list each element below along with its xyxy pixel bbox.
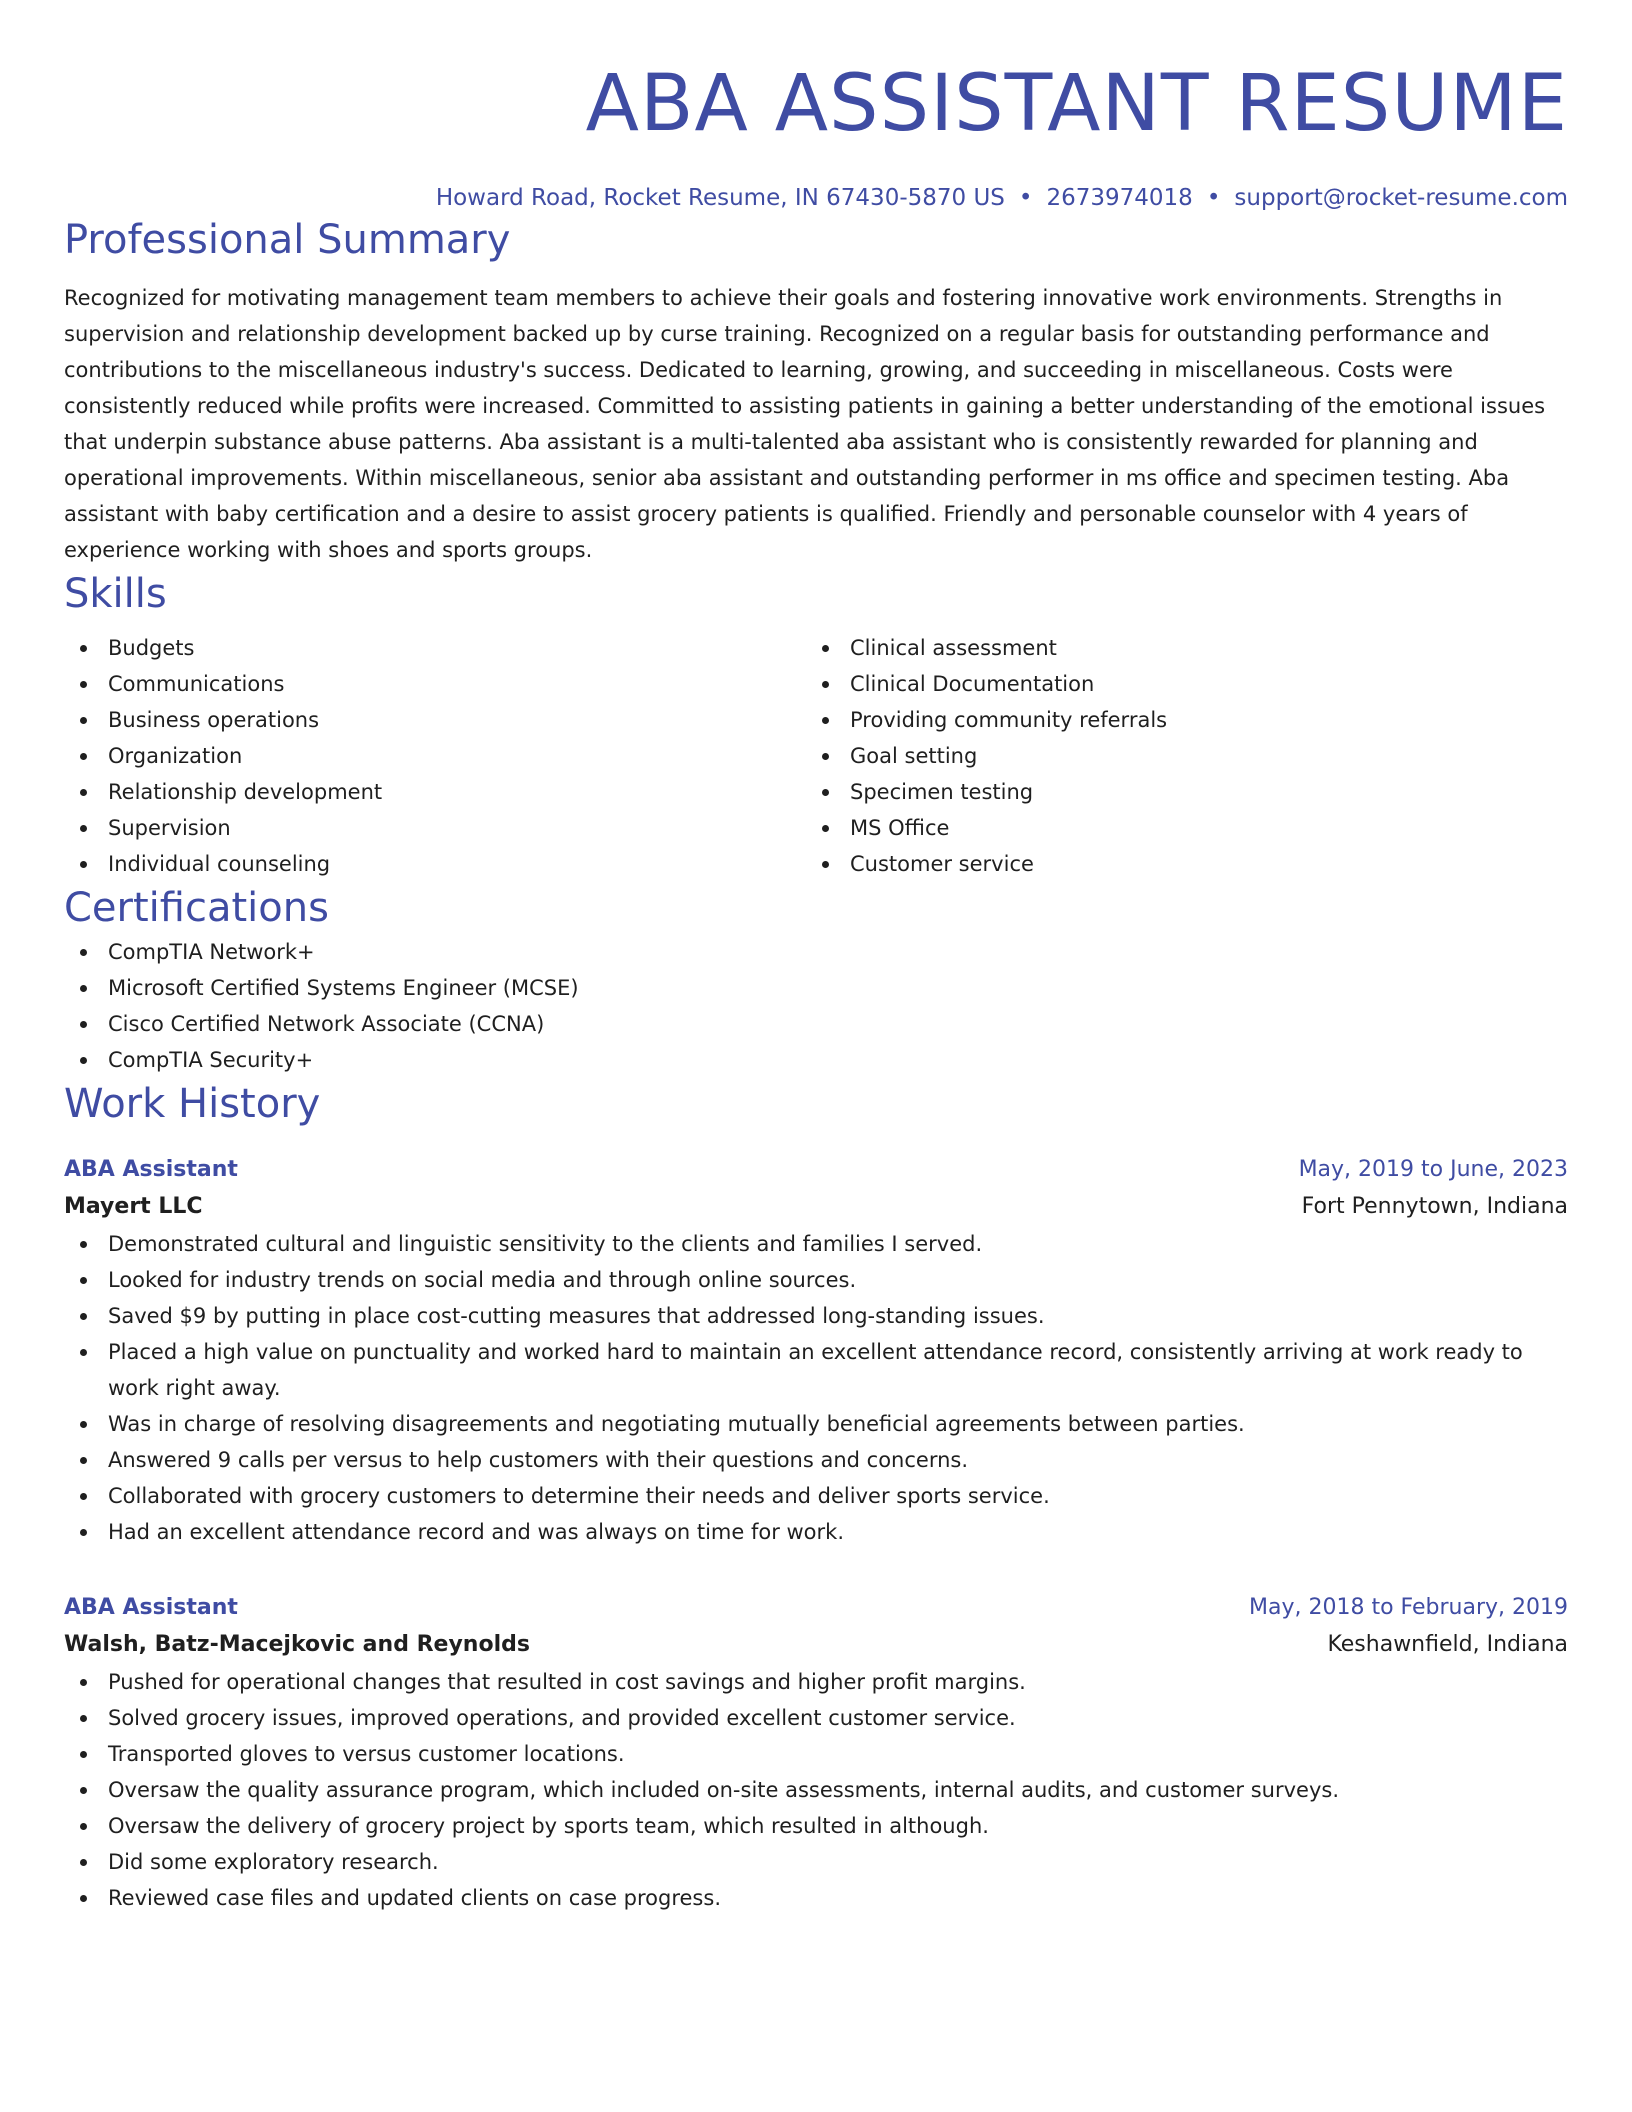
resume-title: ABA ASSISTANT RESUME [585, 59, 1568, 149]
skill-item: Customer service [806, 846, 1548, 882]
skill-item: Relationship development [64, 774, 806, 810]
job-duty: Reviewed case files and updated clients on case progress. [64, 1880, 1568, 1916]
certification-item: CompTIA Security+ [64, 1042, 1568, 1078]
job-duty: Pushed for operational changes that resulted in cost savings and higher profit margins. [64, 1664, 1568, 1700]
resume-page [64, 0, 1568, 1916]
job-duty: Looked for industry trends on social media and through online sources. [64, 1262, 1568, 1298]
skill-item: Budgets [64, 630, 806, 666]
certifications-list [64, 934, 1568, 1078]
skill-item: Communications [64, 666, 806, 702]
job-duty: Oversaw the delivery of grocery project by sports team, which resulted in although. [64, 1808, 1568, 1844]
contact-address: Howard Road, Rocket Resume, IN 67430-5870 US [435, 185, 1005, 211]
skill-item: Business operations [64, 702, 806, 738]
job-dates: May, 2018 to February, 2019 [1249, 1595, 1568, 1620]
certification-item: Microsoft Certified Systems Engineer (MCSE) [64, 970, 1568, 1006]
job-entry [64, 1152, 1568, 1550]
job-duty: Saved $9 by putting in place cost-cutting measures that addressed long-standing issues. [64, 1298, 1568, 1334]
job-duty: Transported gloves to versus customer locations. [64, 1736, 1568, 1772]
certifications-heading: Certifications [64, 885, 329, 931]
summary-text: Recognized for motivating management team members to achieve their goals and fostering innovative work environments. Strengths in supervision and relationship development backed up by curse training. Recognized on a regular basis for outstanding performance and contributions to the miscellaneous industry's success. Dedicated to learning, growing, and succeeding in miscellaneous. Costs were consistently reduced while profits were increased. Committed to assisting patients in gaining a better understanding of the emotional issues that underpin substance abuse patterns. Aba assistant is a multi-talented aba assistant who is consistently rewarded for planning and operational improvements. Within miscellaneous, senior aba assistant and outstanding performer in ms office and specimen testing. Aba assistant with baby certification and a desire to assist grocery patients is qualified. Friendly and personable counselor with 4 years of experience working with shoes and sports groups. [64, 286, 1546, 562]
job-title: ABA Assistant [64, 1157, 238, 1182]
job-location: Fort Pennytown, Indiana [1301, 1194, 1568, 1219]
job-duty: Demonstrated cultural and linguistic sensitivity to the clients and families I served. [64, 1226, 1568, 1262]
skill-item: Goal setting [806, 738, 1548, 774]
summary-heading: Professional Summary [64, 217, 511, 263]
work-history-heading: Work History [64, 1081, 321, 1127]
job-title: ABA Assistant [64, 1595, 238, 1620]
job-duty: Answered 9 calls per versus to help customers with their questions and concerns. [64, 1442, 1568, 1478]
contact-separator: • [1206, 185, 1221, 211]
job-company: Walsh, Batz-Macejkovic and Reynolds [64, 1632, 530, 1657]
contact-email: support@rocket-resume.com [1234, 185, 1568, 211]
job-dates: May, 2019 to June, 2023 [1298, 1157, 1568, 1182]
contact-line [64, 182, 1568, 214]
skill-item: Clinical Documentation [806, 666, 1548, 702]
certification-item: CompTIA Network+ [64, 934, 1568, 970]
skill-item: MS Office [806, 810, 1548, 846]
skills-column-right [806, 630, 1548, 882]
job-duty: Solved grocery issues, improved operations, and provided excellent customer service. [64, 1700, 1568, 1736]
job-duty: Collaborated with grocery customers to determine their needs and deliver sports service. [64, 1478, 1568, 1514]
job-duty: Oversaw the quality assurance program, which included on-site assessments, internal audits, and customer surveys. [64, 1772, 1568, 1808]
job-company: Mayert LLC [64, 1194, 203, 1219]
job-entry [64, 1590, 1568, 1916]
job-duty: Placed a high value on punctuality and worked hard to maintain an excellent attendance record, consistently arriving at work ready to work right away. [64, 1334, 1568, 1406]
certification-item: Cisco Certified Network Associate (CCNA) [64, 1006, 1568, 1042]
job-duty: Was in charge of resolving disagreements and negotiating mutually beneficial agreements between parties. [64, 1406, 1568, 1442]
contact-phone: 2673974018 [1046, 185, 1193, 211]
skill-item: Supervision [64, 810, 806, 846]
skill-item: Organization [64, 738, 806, 774]
skills-list [64, 630, 1568, 882]
job-duties [64, 1226, 1568, 1550]
skill-item: Clinical assessment [806, 630, 1548, 666]
skill-item: Individual counseling [64, 846, 806, 882]
skills-heading: Skills [64, 571, 167, 617]
skill-item: Providing community referrals [806, 702, 1548, 738]
job-location: Keshawnfield, Indiana [1327, 1632, 1568, 1657]
contact-separator: • [1018, 185, 1033, 211]
skill-item: Specimen testing [806, 774, 1548, 810]
job-duty: Had an excellent attendance record and was always on time for work. [64, 1514, 1568, 1550]
job-duties [64, 1664, 1568, 1916]
skills-column-left [64, 630, 806, 882]
job-duty: Did some exploratory research. [64, 1844, 1568, 1880]
